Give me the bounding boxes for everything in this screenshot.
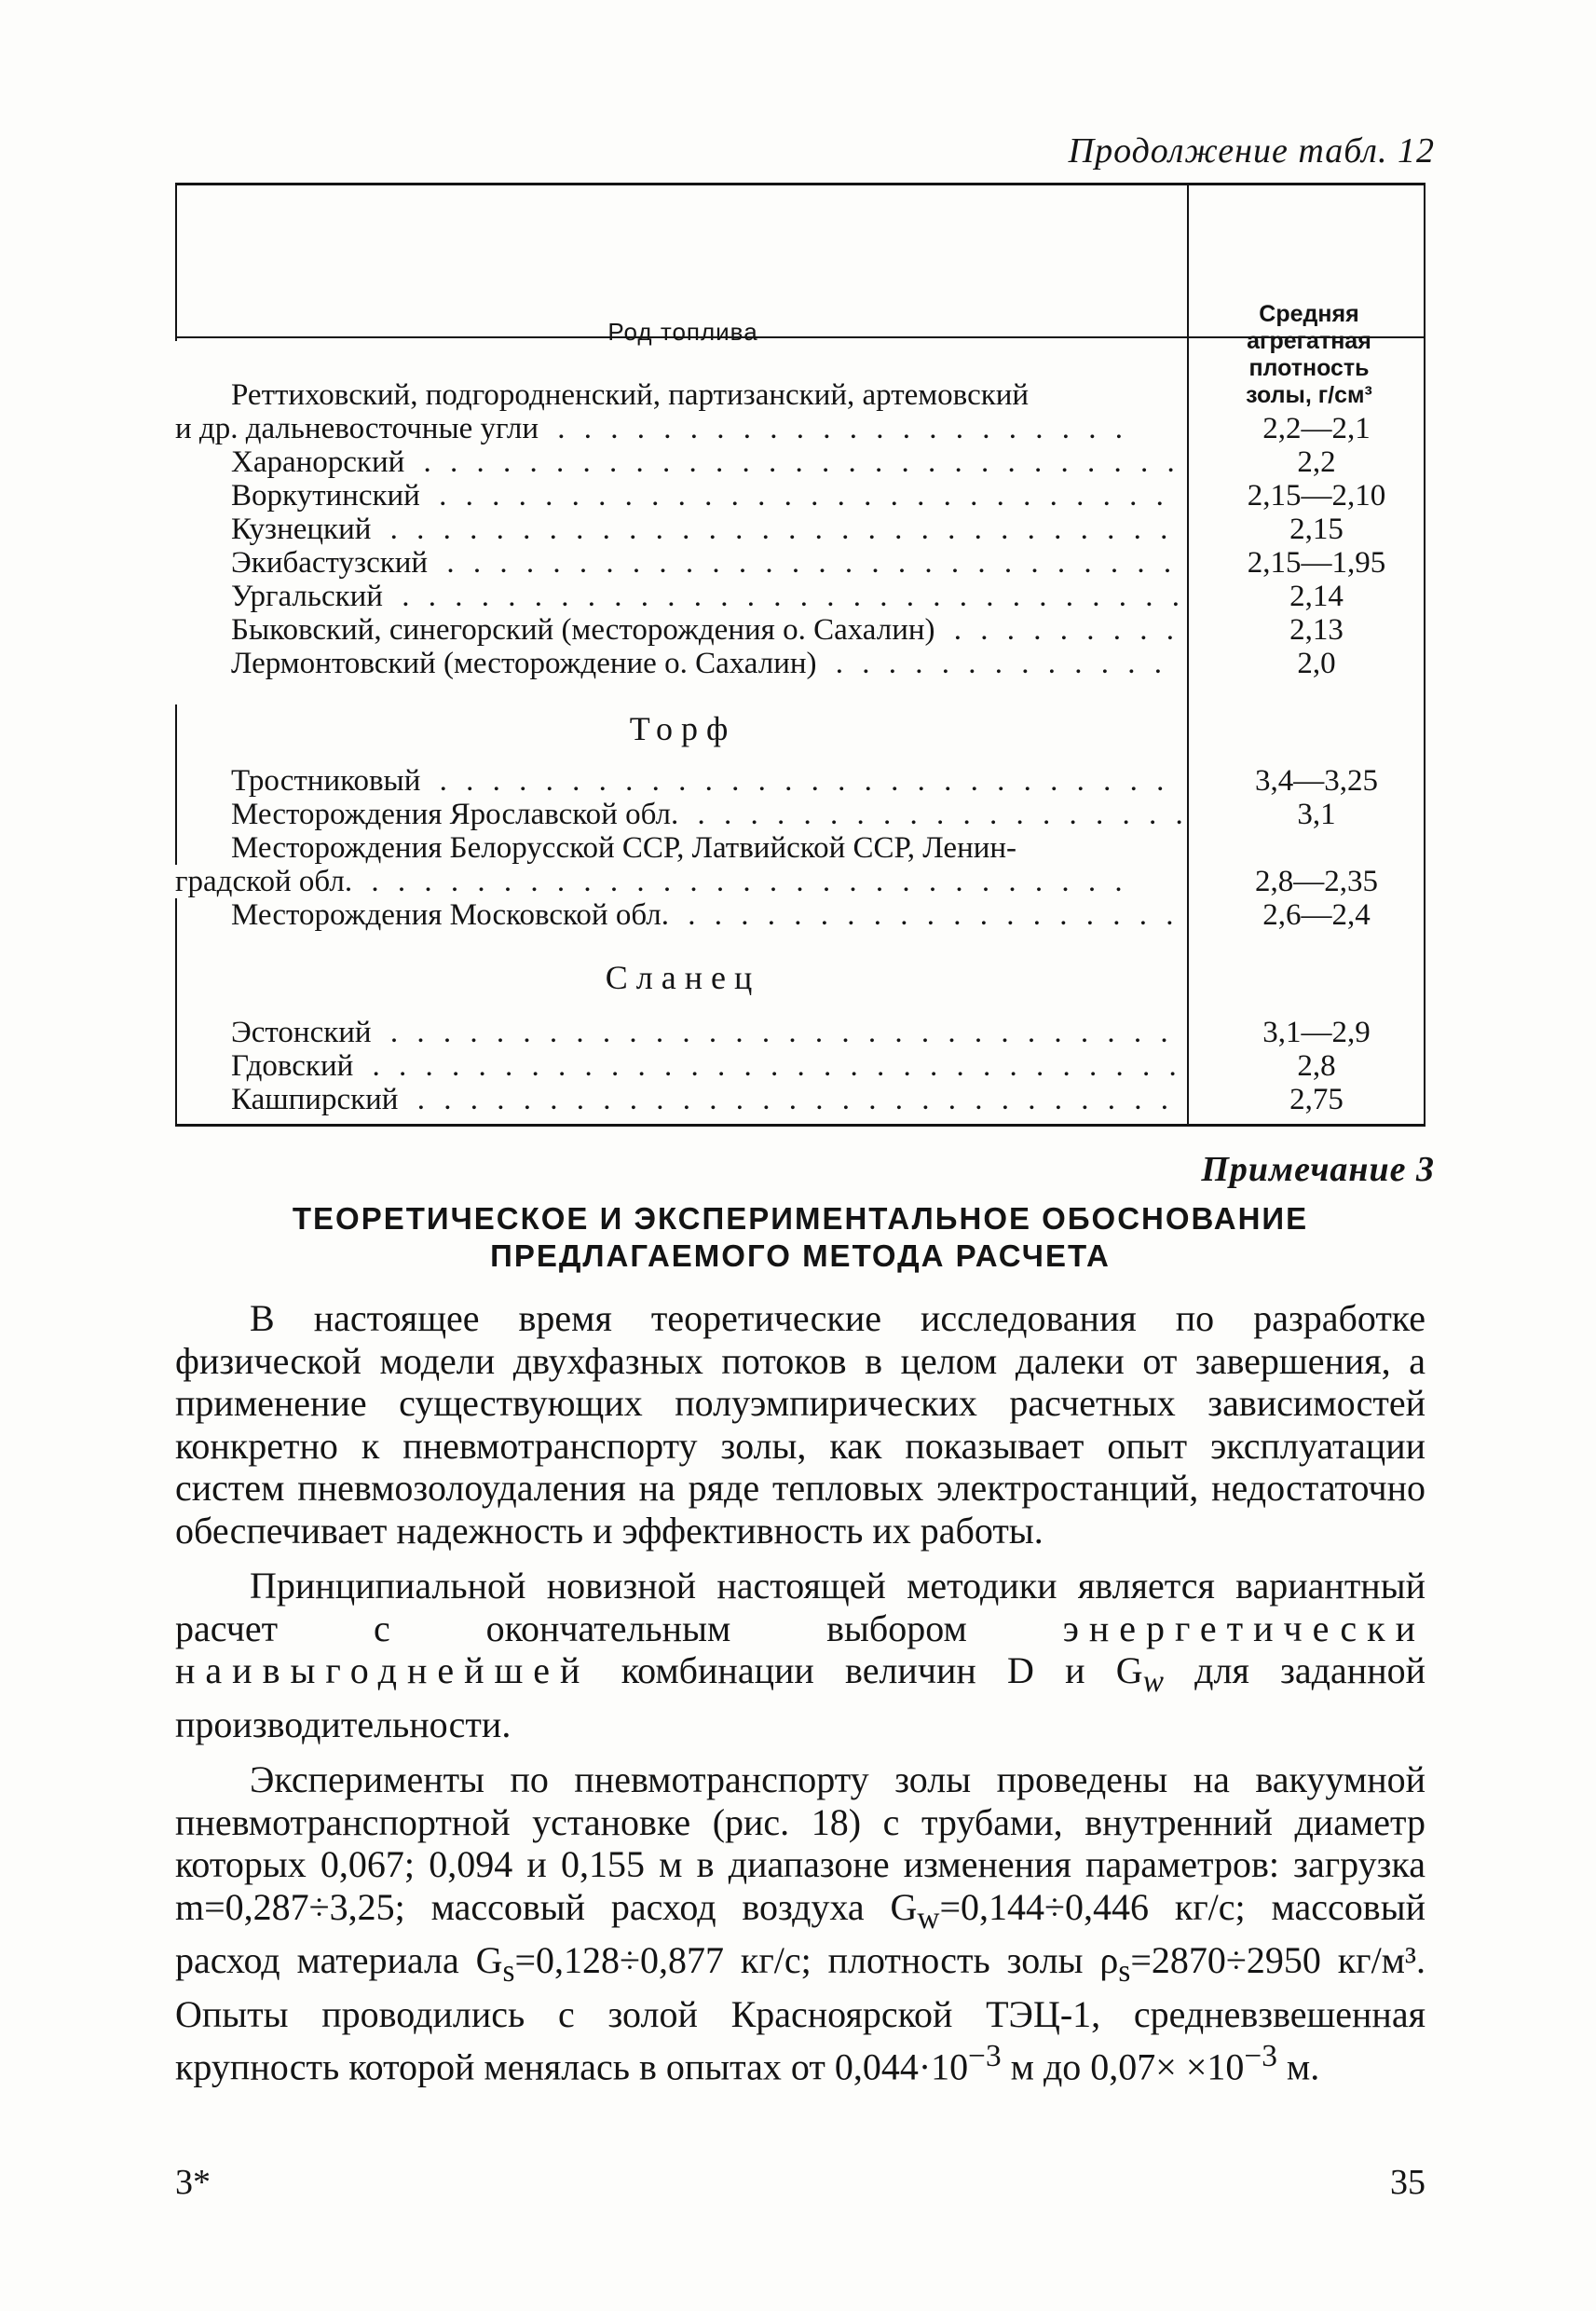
header-fuel-type: Род топлива: [607, 317, 758, 346]
note-label: Примечание 3: [1201, 1150, 1435, 1189]
table-row: [175, 898, 1425, 932]
row-name: Гдовский . . .: [231, 1049, 1181, 1083]
table-row: [175, 647, 1425, 680]
header-density-line: агрегатная: [1247, 328, 1371, 354]
section-title-shale: Сланец: [605, 959, 761, 996]
row-value: 2,8—2,35: [1255, 865, 1378, 898]
row-value: 2,14: [1289, 580, 1344, 613]
row-name: Эстонский . . .: [231, 1016, 1181, 1049]
table-row: [175, 865, 1425, 898]
paragraph: В настоящее время теоретические исследования по разработке физической модели двухфазных потоков в целом далеки от завершения, а применение существующих полуэмпирических расчетных зависимостей конкретно к пневмотранспорту золы, как показывает опыт эксплуатации систем пневмозолоудаления на ряде тепловых электростанций, недостаточно обеспечивает надежность и эффективность их работы.: [175, 1297, 1425, 1552]
row-value: 2,2—2,1: [1262, 412, 1371, 445]
table-row: [175, 831, 1425, 865]
header-density-line: плотность: [1248, 355, 1370, 381]
table-row: [175, 546, 1425, 580]
header-density-line: Средняя: [1259, 301, 1359, 327]
signature-mark: 3*: [175, 2163, 211, 2202]
paragraph: Принципиальной новизной настоящей методики является вариантный расчет с окончательным выбором энергетически наивыгоднейшей комбинации величин D и $G_w$ для заданной производительности.: [175, 1565, 1426, 1745]
page-number: 35: [1390, 2163, 1425, 2202]
section-title-peat: Торф: [629, 710, 737, 747]
row-value: 2,2: [1297, 445, 1336, 479]
row-value: 2,15—1,95: [1247, 546, 1386, 580]
row-name: Экибастузский . . .: [231, 546, 1181, 580]
row-value: 2,15: [1289, 513, 1344, 546]
table-bottom-rule: [175, 1124, 1425, 1127]
row-name: Быковский, синегорский (месторождения о. Сахалин) . . .: [231, 613, 1181, 647]
row-value: 2,75: [1289, 1083, 1344, 1116]
table-row: [175, 580, 1425, 613]
row-name: и др. дальневосточные угли . . .: [175, 412, 1125, 445]
body-text: [175, 1297, 1425, 2101]
row-name-line1: Месторождения Белорусской ССР, Латвийской ССР, Ленин-: [231, 831, 1181, 865]
row-name: градской обл. . . .: [175, 865, 1125, 898]
table-top-rule: [175, 183, 1425, 185]
table-caption: Продолжение табл. 12: [1068, 131, 1435, 171]
row-value: 3,1: [1297, 798, 1336, 831]
table-row: [175, 1016, 1425, 1049]
header-density-line: золы, г/см³: [1246, 382, 1372, 408]
row-name-line1: Реттиховский, подгородненский, партизанский, артемовский: [231, 378, 1181, 412]
fuel-density-table: [175, 183, 1425, 1128]
paragraph: Эксперименты по пневмотранспорту золы проведены на вакуумной пневмотранспортной установке (рис. 18) с трубами, внутренний диаметр которых 0,067; 0,094 и 0,155 м в диапазоне изменения параметров: загрузка m=0,287÷3,25; массовый расход воздуха $G_w=0,144\div 0,446$ кг/с; массовый расход материала $G_s=0,128\div 0,877$ кг/с; плотность золы $\rho_s=2870\div 2950$ кг/м³. Опыты проводились с золой Красноярской ТЭЦ-1, средневзвешенная крупность которой менялась в опытах от $0,044\cdot 10^{-3}$ м до $0,07\times \times 10^{-3}$ м.: [175, 1758, 1425, 2088]
row-name: Тростниковый . . .: [231, 764, 1181, 798]
table-row: [175, 445, 1425, 479]
table-row: [175, 1083, 1425, 1116]
row-name: Ургальский . . .: [231, 580, 1181, 613]
table-row: [175, 764, 1425, 798]
row-value: 2,13: [1289, 613, 1344, 647]
row-value: 2,15—2,10: [1247, 479, 1386, 513]
table-row: [175, 378, 1425, 412]
row-value: 2,8: [1297, 1049, 1336, 1083]
row-name: Харанорский . . .: [231, 445, 1181, 479]
section-heading: [175, 1200, 1425, 1275]
heading-line: ПРЕДЛАГАЕМОГО МЕТОДА РАСЧЕТА: [490, 1238, 1111, 1273]
table-row: [175, 513, 1425, 546]
row-name: Кашпирский . . .: [231, 1083, 1181, 1116]
row-value: 3,1—2,9: [1262, 1016, 1371, 1049]
row-name: Воркутинский . . .: [231, 479, 1181, 513]
row-name: Месторождения Московской обл. . . .: [231, 898, 1181, 932]
row-name: Лермонтовский (месторождение о. Сахалин) . . .: [231, 647, 1181, 680]
row-name: Месторождения Ярославской обл. . . .: [231, 798, 1181, 831]
row-value: 2,6—2,4: [1262, 898, 1371, 932]
table-row: [175, 798, 1425, 831]
row-value: 2,0: [1297, 647, 1336, 680]
row-name: Кузнецкий . . .: [231, 513, 1181, 546]
heading-line: ТЕОРЕТИЧЕСКОЕ И ЭКСПЕРИМЕНТАЛЬНОЕ ОБОСНОВАНИЕ: [292, 1201, 1309, 1236]
table-row: [175, 479, 1425, 513]
table-row: [175, 1049, 1425, 1083]
row-value: 3,4—3,25: [1255, 764, 1378, 798]
table-row: [175, 613, 1425, 647]
table-row: [175, 412, 1425, 445]
